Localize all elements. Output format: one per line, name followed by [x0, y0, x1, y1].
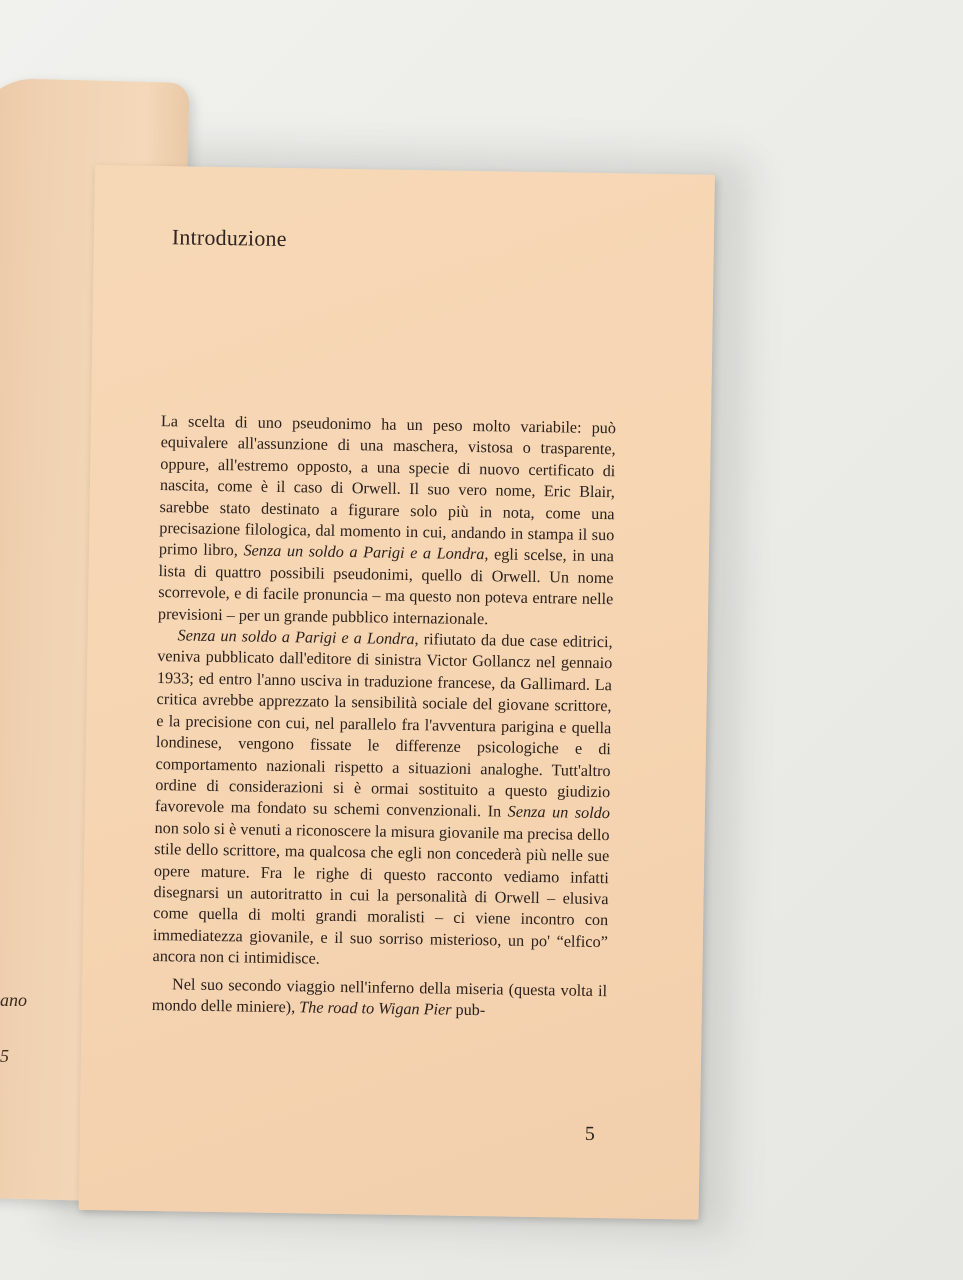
paragraph-1	[158, 411, 616, 632]
paragraph-2	[152, 625, 612, 975]
left-page-text-fragment: ano	[0, 990, 27, 1010]
book-title: Senza un soldo a Parigi e a Londra	[177, 626, 415, 649]
paragraph-2-part-2: , rifiutato da due case editrici, veniva pubblicato dall'editore di sinistra Victor Gollancz nel gennaio 1933; ed entro l'anno usciva in traduzione francese, da Gallimard. La critica avrebbe apprezzato la sensibilità sociale del giovane scrittore, e la precisione con cui, nel parallelo fra l'avventura parigina e quella londinese, vengono fissate le differenze psicologiche e di comportamento nazionali rispetto a situazioni analoghe. Tutt'altro ordine di considerazioni si è ormai sostituito a questo giudizio favorevole ma fondato su schemi convenzionali. In	[154, 630, 613, 821]
paragraph-3	[152, 974, 608, 1024]
book-title-wigan: The road to Wigan Pier	[299, 998, 452, 1019]
page-number: 5	[584, 1122, 596, 1145]
left-page-number-fragment: 5	[0, 1046, 9, 1066]
page-heading: Introduzione	[171, 224, 287, 252]
paragraph-1-part-1: La scelta di uno pseudonimo ha un peso molto variabile: può equivalere all'assunzione di una maschera, vistosa o trasparente, oppure, all'estremo opposto, a una specie di nuovo certificato di nascita, come è il caso di Orwell. Il suo vero nome, Eric Blair, sarebbe stato destinato a figurare solo più in nota, come una precisazione filologica, dal momento in cui, andando in stampa il suo primo libro,	[158, 412, 617, 560]
book-title: Senza un soldo a Parigi e a Londra	[243, 541, 485, 564]
book-title-short: Senza un soldo	[507, 802, 611, 823]
paragraph-2-part-4: non solo si è venuti a riconoscere la misura giovanile ma precisa dello stile dello scrittore, ma qualcosa che egli non concederà più nelle sue opere mature. Fra le righe di questo racconto vediamo infatti disegnarsi un autoritratto in cui la personalità di Orwell – elusiva come quella di molti grandi moralisti – ci viene incontro con immediatezza giovanile, e il suo sorriso misterioso, un po' “elfico” ancora non ci intimidisce.	[152, 818, 610, 968]
paragraph-3-part-1: Nel suo secondo viaggio nell'inferno della miseria (questa volta il mondo delle miniere),	[151, 974, 608, 1017]
book-page	[79, 165, 715, 1220]
body-text	[152, 411, 616, 1023]
paragraph-3-part-3: pub-	[451, 1000, 486, 1020]
paragraph-1-part-3: , egli scelse, in una lista di quattro possibili pseudonimi, quello di Orwell. Un nome scorrevole, e di facile pronuncia – ma questo non poteva entrare nelle previsioni – per un grande pubblico internazionale.	[157, 545, 615, 628]
